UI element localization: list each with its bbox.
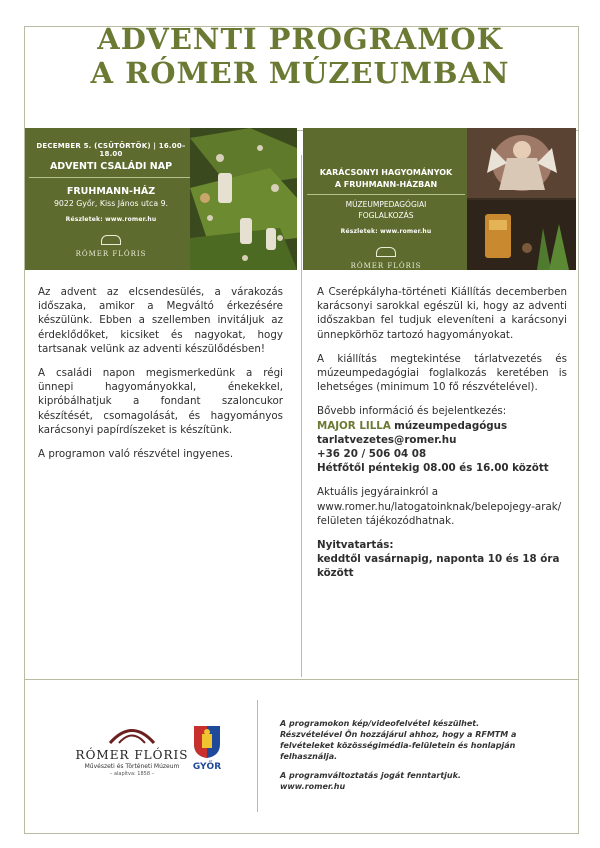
footer-divider [25,679,578,680]
right-banner-logo-text: RÓMER FLÓRIS [350,262,422,270]
banner-logo [29,231,193,258]
contact-block [317,404,567,475]
right-paragraph-1: A Cserépkályha-történeti Kiállítás decemberben karácsonyi sarokkal egészül ki, hogy az adventi időszakban fel tudjuk eleveníteni a karácsonyi ünnepkörhöz tartozó hagyományokat. [317,286,567,341]
right-heading-1: KARÁCSONYI HAGYOMÁNYOK [319,168,453,177]
footer-note-3 [280,770,570,792]
contact-role: múzeumpedagógus [394,419,508,432]
contact-phone[interactable]: +36 20 / 506 04 08 [317,448,427,461]
footer-notes [280,718,570,800]
footer-logo-name: RÓMER FLÓRIS [75,748,189,762]
city-name: GYŐR [192,762,222,772]
christmas-tree-photo [190,128,297,270]
footer-museum-logo [62,722,202,777]
gyor-crest [187,724,227,772]
contact-name: MAJOR LILLA [317,419,391,432]
contact-email[interactable]: tarlatvezetes@romer.hu [317,433,457,446]
left-banner-text [29,142,193,258]
ticket-line-1: Aktuális jegyárainkról a [317,486,439,499]
footer-logo-small: – alapítva: 1858 – [109,771,155,777]
venue-name: FRUHMANN-HÁZ [66,186,156,197]
right-sub-1: MÚZEUMPEDAGÓGIAI [345,200,427,209]
right-banner-logo [307,243,465,270]
page-title [0,22,600,90]
right-banner [303,128,576,270]
right-paragraph-2: A kiállítás megtekintése tárlatvezetés és múzeumpedagógiai foglalkozás keretében is lehetséges (minimum 10 fő részvételével). [317,352,567,394]
footer-note-1 [280,718,570,762]
right-banner-text [307,168,465,270]
banner-logo-text: RÓMER FLÓRIS [75,250,147,258]
title-line-1: ADVENTI PROGRAMOK [97,22,503,56]
banner-separator [29,177,193,178]
left-paragraph-2: A családi napon megismerkedünk a régi ünnepi hagyományokkal, énekekkel, kipróbálhatjuk a fondant szaloncukor készítését, csomagolását, és hagyományos karácsonyi papírdíszeket is készítünk. [38,367,283,436]
title-line-2: A RÓMER MÚZEUMBAN [90,56,510,90]
column-divider [301,155,302,677]
left-paragraph-1: Az advent az elcsendesülés, a várakozás időszaka, amikor a Megváltó érkezésére készülünk. Ebben a szellemben invitáljuk az érdeklődőket, kicsiket és nagyokat, hogy tartsanak velünk az adventi készülődésben! [38,286,283,355]
event-date: DECEMBER 5. (CSÜTÖRTÖK) | 16.00–18.00 [36,142,186,158]
details-link[interactable]: Részletek: www.romer.hu [65,216,157,223]
opening-block [317,538,567,581]
city-coat-of-arms-icon [192,724,222,758]
museum-logo-icon [376,247,396,257]
right-banner-separator [307,194,465,195]
right-heading-2: A FRUHMANN-HÁZBAN [334,180,438,189]
right-column [317,285,567,591]
event-heading: ADVENTI CSALÁDI NAP [49,161,173,172]
opening-hours: keddtől vasárnapig, naponta 10 és 18 óra között [317,553,560,580]
museum-emblem-icon [107,722,157,744]
footer-note-1-text: A programokon kép/videofelvétel készülhet. [280,719,480,728]
footer-note-3-text: A programváltoztatás jogát fenntartjuk. [280,771,461,780]
footer-logo-sub: Művészeti és Történeti Múzeum [84,763,180,770]
right-sub-2: FOGLALKOZÁS [358,211,414,220]
opening-label: Nyitvatartás: [317,539,394,552]
venue-address: 9022 Győr, Kiss János utca 9. [53,199,169,208]
left-paragraph-3: A programon való részvétel ingyenes. [38,448,234,461]
footer-vertical-divider [257,700,258,812]
footer-note-2-text: Részvételével Ön hozzájárul ahhoz, hogy a RFMTM a felvételeket közösségimédia-felületein és honlapján felhasználja. [280,730,517,761]
ticket-line-3: felületen tájékozódhatnak. [317,514,455,527]
info-label: Bővebb információ és bejelentkezés: [317,405,507,418]
footer-website-link[interactable]: www.romer.hu [280,782,346,791]
right-details-link[interactable]: Részletek: www.romer.hu [340,228,432,235]
left-column [38,285,283,471]
ticket-block [317,485,567,528]
angel-ornament-photo [467,128,576,270]
contact-hours: Hétfőtől péntekig 08.00 és 16.00 között [317,462,549,475]
left-banner [25,128,297,270]
museum-logo-icon [101,235,121,245]
ticket-link[interactable]: www.romer.hu/latogatoinknak/belepojegy-arak/ [317,500,562,513]
